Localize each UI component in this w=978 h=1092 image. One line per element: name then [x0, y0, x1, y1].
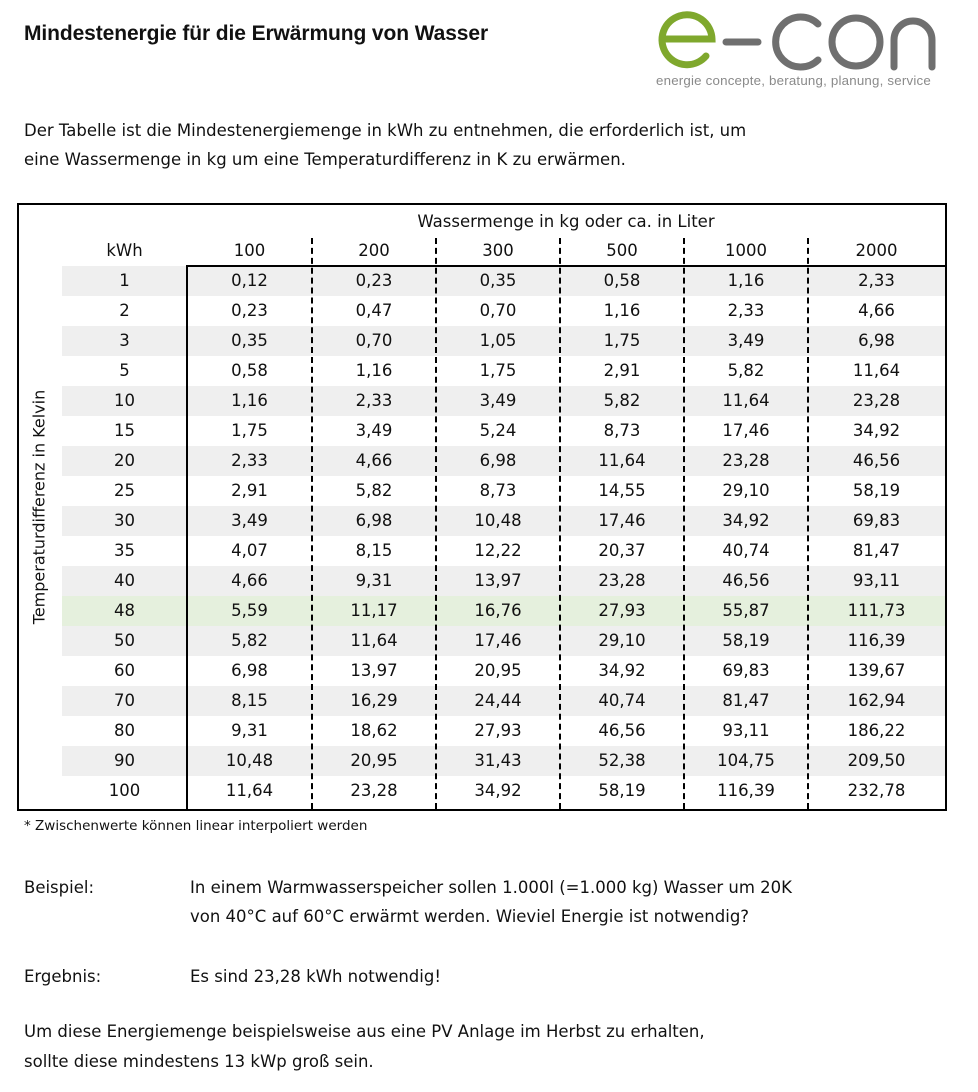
table-cell: 1,16 — [727, 271, 765, 290]
table-cell: 11,64 — [852, 361, 901, 380]
table-cell: 34,92 — [852, 421, 901, 440]
table-cell: 81,47 — [722, 691, 770, 710]
table-cell: 6,98 — [231, 661, 268, 680]
row-key: 90 — [114, 751, 135, 770]
table-cell: 116,39 — [717, 781, 775, 800]
column-header: 1000 — [725, 241, 767, 260]
table-cell: 4,66 — [858, 301, 895, 320]
table-cell: 34,92 — [474, 781, 522, 800]
table-cell: 34,92 — [598, 661, 646, 680]
table-row — [62, 746, 945, 776]
table-cell: 2,33 — [231, 451, 268, 470]
table-cell: 1,75 — [231, 421, 268, 440]
table-cell: 58,19 — [598, 781, 646, 800]
row-key: 3 — [119, 331, 130, 350]
table-cell: 3,49 — [479, 391, 517, 410]
table-row — [62, 566, 945, 596]
example-label: Beispiel: — [24, 878, 95, 897]
table-cell: 2,33 — [858, 271, 895, 290]
y-axis-label: Temperaturdifferenz in Kelvin — [29, 389, 49, 625]
table-cell: 0,70 — [355, 331, 393, 350]
table-cell: 58,19 — [722, 631, 770, 650]
table-cell: 162,94 — [847, 691, 906, 710]
column-header: 500 — [606, 241, 638, 260]
table-cell: 23,28 — [722, 451, 770, 470]
row-key: 20 — [114, 451, 135, 470]
table-cell: 8,15 — [355, 541, 393, 560]
table-cell: 58,19 — [852, 481, 901, 500]
row-key: 2 — [119, 301, 130, 320]
table-cell: 10,48 — [225, 751, 274, 770]
table-row — [62, 656, 945, 686]
table-divider — [186, 266, 188, 809]
group-header: Wassermenge in kg oder ca. in Liter — [417, 212, 715, 231]
table-cell: 93,11 — [852, 571, 901, 590]
column-header-row — [62, 236, 945, 266]
table-cell: 1,75 — [479, 361, 517, 380]
table-cell: 69,83 — [852, 511, 901, 530]
table-cell: 14,55 — [598, 481, 646, 500]
table-cell: 40,74 — [598, 691, 646, 710]
table-cell: 23,28 — [852, 391, 901, 410]
table-cell: 16,29 — [350, 691, 398, 710]
energy-table — [17, 203, 947, 811]
table-cell: 2,33 — [355, 391, 393, 410]
table-row — [62, 476, 945, 506]
result-text: Es sind 23,28 kWh notwendig! — [190, 967, 441, 986]
table-cell: 27,93 — [474, 721, 522, 740]
table-cell: 17,46 — [598, 511, 646, 530]
row-key: 10 — [114, 391, 135, 410]
row-key: 35 — [114, 541, 135, 560]
table-row — [62, 626, 945, 656]
table-cell: 12,22 — [474, 541, 522, 560]
table-cell: 5,59 — [231, 601, 268, 620]
row-key: 5 — [119, 361, 130, 380]
table-cell: 6,98 — [355, 511, 393, 530]
table-cell: 40,74 — [722, 541, 770, 560]
intro-line: eine Wassermenge in kg um eine Temperaturdifferenz in K zu erwärmen. — [24, 150, 626, 169]
table-cell: 1,16 — [231, 391, 268, 410]
table-cell: 6,98 — [858, 331, 895, 350]
table-cell: 0,58 — [231, 361, 268, 380]
table-cell: 11,64 — [350, 631, 398, 650]
intro-text — [24, 116, 924, 174]
table-cell: 6,98 — [479, 451, 517, 470]
table-cell: 116,39 — [847, 631, 906, 650]
table-cell: 2,91 — [603, 361, 641, 380]
table-cell: 29,10 — [722, 481, 770, 500]
row-key: 80 — [114, 721, 135, 740]
table-cell: 11,17 — [350, 601, 398, 620]
table-cell: 20,37 — [598, 541, 646, 560]
table-row — [62, 506, 945, 536]
column-separator — [807, 238, 809, 809]
table-cell: 11,64 — [225, 781, 274, 800]
column-separator — [435, 238, 437, 809]
closing-text — [24, 1017, 924, 1077]
table-cell: 55,87 — [722, 601, 770, 620]
footnote: * Zwischenwerte können linear interpoliert werden — [24, 818, 368, 834]
table-cell: 232,78 — [847, 781, 906, 800]
table-cell: 31,43 — [474, 751, 522, 770]
table-cell: 29,10 — [598, 631, 646, 650]
table-cell: 5,82 — [603, 391, 641, 410]
table-row — [62, 356, 945, 386]
table-cell: 11,64 — [598, 451, 646, 470]
example-line: von 40°C auf 60°C erwärmt werden. Wieviel Energie ist notwendig? — [190, 907, 750, 926]
table-cell: 0,23 — [231, 301, 268, 320]
table-cell: 23,28 — [350, 781, 398, 800]
table-cell: 3,49 — [727, 331, 765, 350]
table-cell: 93,11 — [722, 721, 770, 740]
table-cell: 10,48 — [474, 511, 522, 530]
row-key: 15 — [114, 421, 135, 440]
table-row — [62, 596, 945, 626]
table-row — [62, 686, 945, 716]
table-row — [62, 326, 945, 356]
row-key: 60 — [114, 661, 135, 680]
closing-line: Um diese Energiemenge beispielsweise aus eine PV Anlage im Herbst zu erhalten, — [24, 1022, 705, 1041]
table-cell: 3,49 — [231, 511, 268, 530]
page-title: Mindestenergie für die Erwärmung von Wasser — [24, 22, 489, 45]
table-cell: 0,70 — [479, 301, 517, 320]
table-cell: 8,15 — [231, 691, 268, 710]
row-key: 70 — [114, 691, 135, 710]
table-cell: 46,56 — [722, 571, 770, 590]
table-cell: 4,66 — [355, 451, 393, 470]
column-separator — [559, 238, 561, 809]
table-row — [62, 416, 945, 446]
table-cell: 0,58 — [603, 271, 641, 290]
column-header: 100 — [233, 241, 266, 260]
table-cell: 1,05 — [479, 331, 517, 350]
row-key: 30 — [114, 511, 135, 530]
table-row — [62, 776, 945, 806]
row-header-label: kWh — [106, 241, 143, 260]
table-cell: 34,92 — [722, 511, 770, 530]
table-cell: 2,33 — [727, 301, 765, 320]
table-row — [62, 446, 945, 476]
table-cell: 4,07 — [231, 541, 268, 560]
table-cell: 8,73 — [603, 421, 641, 440]
table-cell: 13,97 — [350, 661, 398, 680]
column-header: 2000 — [855, 241, 898, 260]
row-key: 40 — [114, 571, 135, 590]
table-cell: 186,22 — [847, 721, 906, 740]
table-cell: 0,47 — [355, 301, 393, 320]
table-cell: 5,82 — [231, 631, 268, 650]
table-cell: 0,23 — [355, 271, 393, 290]
table-cell: 5,24 — [479, 421, 517, 440]
row-key: 50 — [114, 631, 135, 650]
table-cell: 17,46 — [474, 631, 522, 650]
table-cell: 5,82 — [355, 481, 393, 500]
table-cell: 20,95 — [474, 661, 522, 680]
intro-line: Der Tabelle ist die Mindestenergiemenge in kWh zu entnehmen, die erforderlich ist, um — [24, 121, 747, 140]
table-cell: 1,16 — [603, 301, 641, 320]
table-cell: 16,76 — [474, 601, 522, 620]
table-cell: 11,64 — [722, 391, 770, 410]
table-cell: 13,97 — [474, 571, 522, 590]
column-header: 200 — [358, 241, 390, 260]
table-cell: 111,73 — [847, 601, 906, 620]
table-row — [62, 266, 945, 296]
column-header: 300 — [482, 241, 514, 260]
table-divider — [186, 265, 945, 267]
row-key: 100 — [108, 781, 141, 800]
logo-tagline: energie concepte, beratung, planung, service — [656, 73, 931, 88]
table-cell: 18,62 — [350, 721, 398, 740]
table-cell: 20,95 — [350, 751, 398, 770]
column-separator — [683, 238, 685, 809]
table-cell: 209,50 — [847, 751, 906, 770]
table-cell: 1,16 — [355, 361, 393, 380]
table-cell: 1,75 — [603, 331, 641, 350]
table-cell: 0,12 — [231, 271, 268, 290]
table-cell: 69,83 — [722, 661, 770, 680]
table-row — [62, 296, 945, 326]
closing-line: sollte diese mindestens 13 kWp groß sein. — [24, 1052, 374, 1071]
table-row — [62, 386, 945, 416]
table-cell: 2,91 — [231, 481, 268, 500]
result-label: Ergebnis: — [24, 967, 102, 986]
table-cell: 81,47 — [852, 541, 901, 560]
table-cell: 46,56 — [852, 451, 901, 470]
table-cell: 4,66 — [231, 571, 268, 590]
table-cell: 8,73 — [479, 481, 517, 500]
table-cell: 52,38 — [598, 751, 646, 770]
table-cell: 3,49 — [355, 421, 393, 440]
table-row — [62, 716, 945, 746]
table-cell: 104,75 — [717, 751, 775, 770]
column-separator — [311, 238, 313, 809]
table-cell: 24,44 — [474, 691, 522, 710]
table-cell: 17,46 — [722, 421, 770, 440]
table-cell: 5,82 — [727, 361, 765, 380]
table-cell: 9,31 — [355, 571, 393, 590]
table-cell: 27,93 — [598, 601, 646, 620]
table-body — [62, 266, 945, 806]
table-cell: 139,67 — [847, 661, 906, 680]
table-cell: 23,28 — [598, 571, 646, 590]
row-key: 25 — [114, 481, 135, 500]
table-cell: 0,35 — [231, 331, 268, 350]
table-cell: 9,31 — [231, 721, 268, 740]
table-cell: 0,35 — [479, 271, 517, 290]
table-cell: 46,56 — [598, 721, 646, 740]
example-text — [190, 873, 910, 931]
row-key: 1 — [119, 271, 130, 290]
table-row — [62, 536, 945, 566]
example-line: In einem Warmwasserspeicher sollen 1.000l (=1.000 kg) Wasser um 20K — [190, 878, 792, 897]
row-key: 48 — [114, 601, 135, 620]
